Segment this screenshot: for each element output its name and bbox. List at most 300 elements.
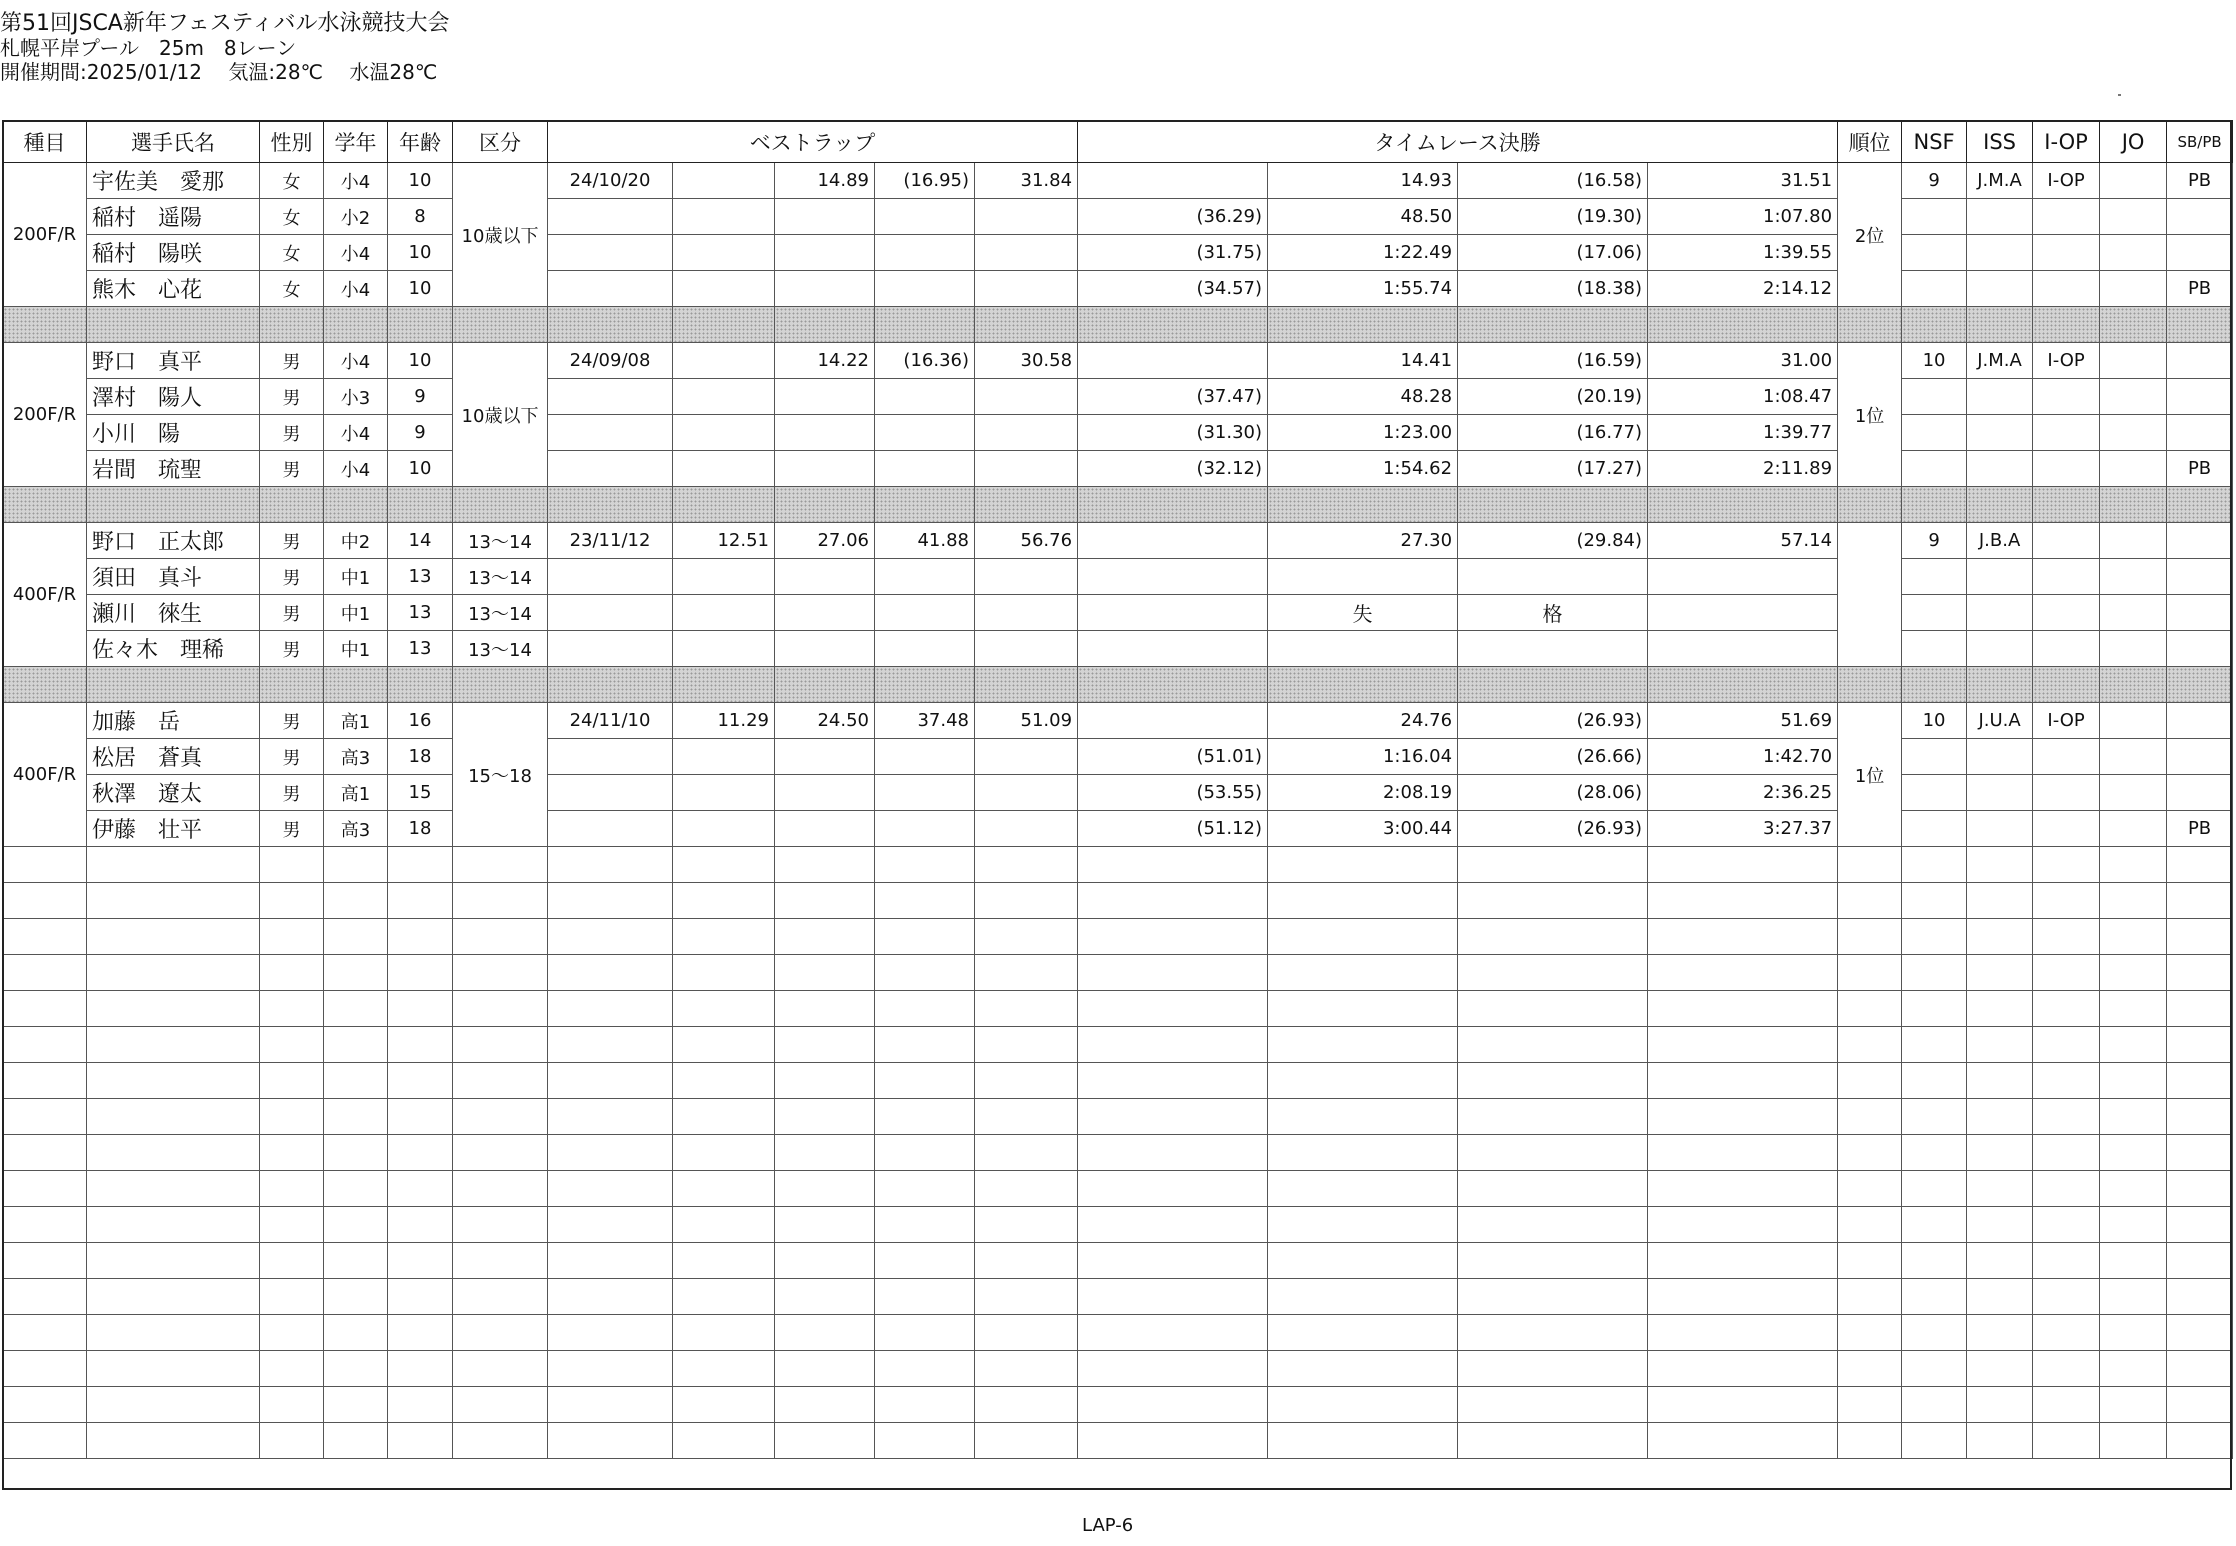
jo-cell <box>2100 559 2167 595</box>
grade-cell: 高1 <box>324 775 388 811</box>
separator-cell <box>1838 307 1902 343</box>
best-lap-cell <box>775 199 875 235</box>
separator-cell <box>875 487 975 523</box>
empty-cell <box>2033 1279 2100 1315</box>
empty-cell <box>1078 1171 1268 1207</box>
empty-cell <box>1967 1315 2033 1351</box>
empty-cell <box>2167 1423 2233 1459</box>
best-lap-cell: (16.36) <box>875 343 975 379</box>
empty-cell <box>2100 1243 2167 1279</box>
empty-cell <box>548 1351 673 1387</box>
empty-cell <box>775 1387 875 1423</box>
best-lap-cell: 24/09/08 <box>548 343 673 379</box>
empty-cell <box>1902 1243 1967 1279</box>
meet-info-line: 開催期間:2025/01/12 気温:28℃ 水温28℃ <box>0 60 438 84</box>
empty-cell <box>875 1351 975 1387</box>
sbpb-cell: PB <box>2167 163 2233 199</box>
iop-cell <box>2033 595 2100 631</box>
iss-cell <box>1967 811 2033 847</box>
empty-cell <box>388 847 453 883</box>
sbpb-cell <box>2167 199 2233 235</box>
empty-cell <box>1967 883 2033 919</box>
empty-cell <box>875 1135 975 1171</box>
empty-cell <box>2033 1135 2100 1171</box>
empty-cell <box>548 1099 673 1135</box>
empty-cell <box>1268 1207 1458 1243</box>
age-cell: 18 <box>388 811 453 847</box>
empty-cell <box>775 883 875 919</box>
best-lap-cell: 14.22 <box>775 343 875 379</box>
best-lap-cell <box>673 379 775 415</box>
empty-cell <box>1078 1027 1268 1063</box>
iop-cell <box>2033 235 2100 271</box>
final-lap-cell: (31.75) <box>1078 235 1268 271</box>
empty-cell <box>3 955 87 991</box>
empty-cell <box>260 919 324 955</box>
nsf-cell <box>1902 739 1967 775</box>
empty-cell <box>975 1207 1078 1243</box>
iss-cell: J.B.A <box>1967 523 2033 559</box>
empty-cell <box>2167 1351 2233 1387</box>
empty-cell <box>2033 919 2100 955</box>
age-cell: 18 <box>388 739 453 775</box>
empty-cell <box>3 1027 87 1063</box>
separator-cell <box>1902 667 1967 703</box>
document-header <box>0 12 450 84</box>
best-lap-cell <box>975 739 1078 775</box>
iss-cell: J.M.A <box>1967 343 2033 379</box>
empty-cell <box>453 1351 548 1387</box>
empty-cell <box>1902 1279 1967 1315</box>
empty-cell <box>1838 919 1902 955</box>
best-lap-cell <box>548 379 673 415</box>
empty-cell <box>2033 1315 2100 1351</box>
separator-cell <box>673 667 775 703</box>
separator-cell <box>2100 487 2167 523</box>
rank-cell: 1位 <box>1838 703 1902 847</box>
empty-cell <box>324 1027 388 1063</box>
empty-cell <box>1838 1171 1902 1207</box>
sex-cell: 女 <box>260 163 324 199</box>
iop-cell <box>2033 631 2100 667</box>
empty-cell <box>975 1423 1078 1459</box>
division-cell: 15～18 <box>453 703 548 847</box>
iss-cell <box>1967 559 2033 595</box>
empty-cell <box>875 1279 975 1315</box>
best-lap-cell <box>975 271 1078 307</box>
empty-cell <box>453 1171 548 1207</box>
empty-cell <box>2033 1063 2100 1099</box>
empty-cell <box>1838 1063 1902 1099</box>
separator-cell <box>388 487 453 523</box>
empty-cell <box>453 1243 548 1279</box>
best-lap-cell <box>775 811 875 847</box>
rank-cell: 2位 <box>1838 163 1902 307</box>
empty-cell <box>260 1135 324 1171</box>
event-cell: 200F/R <box>3 343 87 487</box>
empty-cell <box>260 1099 324 1135</box>
empty-cell <box>673 1279 775 1315</box>
empty-cell <box>2100 1171 2167 1207</box>
empty-cell <box>1078 1279 1268 1315</box>
best-lap-cell <box>673 163 775 199</box>
empty-cell <box>875 1243 975 1279</box>
empty-cell <box>324 1243 388 1279</box>
empty-cell <box>1838 991 1902 1027</box>
best-lap-cell: 41.88 <box>875 523 975 559</box>
empty-cell <box>673 1099 775 1135</box>
final-lap-cell: (16.77) <box>1458 415 1648 451</box>
empty-cell <box>1648 1279 1838 1315</box>
empty-cell <box>1838 1279 1902 1315</box>
jo-cell <box>2100 235 2167 271</box>
jo-cell <box>2100 163 2167 199</box>
best-lap-cell <box>875 379 975 415</box>
separator-cell <box>388 307 453 343</box>
separator-cell <box>548 667 673 703</box>
final-lap-cell <box>1268 631 1458 667</box>
empty-cell <box>1902 1063 1967 1099</box>
empty-cell <box>2167 1063 2233 1099</box>
empty-cell <box>1078 955 1268 991</box>
nsf-cell: 10 <box>1902 703 1967 739</box>
separator-cell <box>673 307 775 343</box>
empty-cell <box>388 1315 453 1351</box>
separator-cell <box>1078 307 1268 343</box>
empty-cell <box>2100 991 2167 1027</box>
best-lap-cell: 11.29 <box>673 703 775 739</box>
empty-cell <box>775 919 875 955</box>
empty-cell <box>1458 1279 1648 1315</box>
empty-row <box>3 1315 2233 1351</box>
nsf-cell <box>1902 451 1967 487</box>
final-lap-cell <box>1078 523 1268 559</box>
best-lap-cell: 37.48 <box>875 703 975 739</box>
best-lap-cell <box>975 415 1078 451</box>
empty-cell <box>1967 1171 2033 1207</box>
empty-row <box>3 955 2233 991</box>
empty-cell <box>2033 1423 2100 1459</box>
best-lap-cell <box>775 595 875 631</box>
event-cell: 200F/R <box>3 163 87 307</box>
division-cell: 10歳以下 <box>453 163 548 307</box>
empty-cell <box>87 991 260 1027</box>
best-lap-cell <box>875 415 975 451</box>
separator-cell <box>975 667 1078 703</box>
empty-cell <box>87 1387 260 1423</box>
empty-cell <box>3 1171 87 1207</box>
empty-cell <box>324 1279 388 1315</box>
empty-cell <box>775 1171 875 1207</box>
separator-cell <box>1967 487 2033 523</box>
nsf-cell <box>1902 559 1967 595</box>
best-lap-cell <box>975 451 1078 487</box>
empty-cell <box>2100 1099 2167 1135</box>
best-lap-cell <box>673 343 775 379</box>
age-cell: 15 <box>388 775 453 811</box>
empty-row <box>3 1243 2233 1279</box>
separator-cell <box>453 487 548 523</box>
empty-cell <box>775 1279 875 1315</box>
empty-cell <box>1838 847 1902 883</box>
iss-cell <box>1967 199 2033 235</box>
empty-cell <box>1967 991 2033 1027</box>
final-lap-cell <box>1458 631 1648 667</box>
best-lap-cell <box>548 559 673 595</box>
empty-row <box>3 1099 2233 1135</box>
empty-cell <box>875 1207 975 1243</box>
final-lap-cell <box>1078 343 1268 379</box>
empty-cell <box>2167 1387 2233 1423</box>
empty-cell <box>2100 1279 2167 1315</box>
empty-cell <box>1648 1063 1838 1099</box>
empty-cell <box>1648 1351 1838 1387</box>
empty-cell <box>548 991 673 1027</box>
nsf-cell: 9 <box>1902 163 1967 199</box>
separator-cell <box>1902 487 1967 523</box>
empty-cell <box>2033 991 2100 1027</box>
empty-cell <box>975 1063 1078 1099</box>
empty-cell <box>2100 1423 2167 1459</box>
final-lap-cell: 1:39.55 <box>1648 235 1838 271</box>
empty-cell <box>388 991 453 1027</box>
sbpb-cell <box>2167 631 2233 667</box>
empty-cell <box>2033 1027 2100 1063</box>
final-lap-cell: 14.41 <box>1268 343 1458 379</box>
empty-cell <box>1458 1315 1648 1351</box>
empty-cell <box>388 1387 453 1423</box>
best-lap-cell <box>875 739 975 775</box>
best-lap-cell <box>548 415 673 451</box>
empty-cell <box>673 1315 775 1351</box>
sex-cell: 男 <box>260 451 324 487</box>
empty-cell <box>453 991 548 1027</box>
empty-cell <box>1458 1207 1648 1243</box>
empty-cell <box>548 1423 673 1459</box>
final-lap-cell: (51.12) <box>1078 811 1268 847</box>
empty-cell <box>1967 1135 2033 1171</box>
separator-row <box>3 667 2233 703</box>
empty-cell <box>875 1027 975 1063</box>
swimmer-name: 岩間 琉聖 <box>87 451 260 487</box>
separator-cell <box>548 487 673 523</box>
grade-cell: 小4 <box>324 451 388 487</box>
empty-cell <box>775 955 875 991</box>
iop-cell <box>2033 451 2100 487</box>
empty-cell <box>2033 1207 2100 1243</box>
empty-cell <box>2167 991 2233 1027</box>
empty-cell <box>1967 919 2033 955</box>
empty-cell <box>453 1315 548 1351</box>
empty-cell <box>975 991 1078 1027</box>
empty-cell <box>87 1207 260 1243</box>
empty-cell <box>453 955 548 991</box>
final-lap-cell: (26.66) <box>1458 739 1648 775</box>
grade-cell: 小4 <box>324 343 388 379</box>
best-lap-cell: 12.51 <box>673 523 775 559</box>
empty-cell <box>388 883 453 919</box>
empty-cell <box>1902 883 1967 919</box>
empty-cell <box>1838 1135 1902 1171</box>
age-cell: 13 <box>388 631 453 667</box>
empty-cell <box>875 847 975 883</box>
best-lap-cell <box>548 199 673 235</box>
empty-cell <box>975 1135 1078 1171</box>
best-lap-cell <box>775 739 875 775</box>
age-cell: 10 <box>388 343 453 379</box>
best-lap-cell <box>548 451 673 487</box>
best-lap-cell <box>548 271 673 307</box>
nsf-cell <box>1902 199 1967 235</box>
age-cell: 10 <box>388 271 453 307</box>
best-lap-cell: 23/11/12 <box>548 523 673 559</box>
best-lap-cell <box>775 235 875 271</box>
empty-cell <box>2100 847 2167 883</box>
empty-cell <box>2167 1099 2233 1135</box>
empty-cell <box>1838 1351 1902 1387</box>
empty-cell <box>1967 1207 2033 1243</box>
empty-row <box>3 1207 2233 1243</box>
iop-cell: I-OP <box>2033 343 2100 379</box>
empty-cell <box>1458 1099 1648 1135</box>
swimmer-name: 須田 真斗 <box>87 559 260 595</box>
empty-cell <box>1078 1243 1268 1279</box>
final-lap-cell: 57.14 <box>1648 523 1838 559</box>
separator-cell <box>87 667 260 703</box>
jo-cell <box>2100 703 2167 739</box>
sex-cell: 女 <box>260 271 324 307</box>
sbpb-cell <box>2167 379 2233 415</box>
swimmer-name: 瀬川 徠生 <box>87 595 260 631</box>
empty-cell <box>87 1423 260 1459</box>
swimmer-name: 野口 正太郎 <box>87 523 260 559</box>
empty-cell <box>1458 1387 1648 1423</box>
empty-cell <box>975 919 1078 955</box>
empty-cell <box>2033 1243 2100 1279</box>
final-lap-cell: (31.30) <box>1078 415 1268 451</box>
swimmer-name: 稲村 陽咲 <box>87 235 260 271</box>
grade-cell: 小4 <box>324 271 388 307</box>
empty-cell <box>1967 1243 2033 1279</box>
separator-cell <box>453 667 548 703</box>
empty-cell <box>3 1135 87 1171</box>
division-cell: 10歳以下 <box>453 343 548 487</box>
empty-cell <box>875 1099 975 1135</box>
best-lap-cell <box>548 739 673 775</box>
grade-cell: 中1 <box>324 595 388 631</box>
empty-cell <box>2033 1351 2100 1387</box>
empty-cell <box>1648 991 1838 1027</box>
header-final: タイムレース決勝 <box>1078 121 1838 163</box>
empty-cell <box>1458 883 1648 919</box>
empty-cell <box>548 919 673 955</box>
jo-cell <box>2100 199 2167 235</box>
empty-row <box>3 1171 2233 1207</box>
sbpb-cell <box>2167 595 2233 631</box>
empty-row <box>3 847 2233 883</box>
best-lap-cell <box>775 379 875 415</box>
best-lap-cell: 56.76 <box>975 523 1078 559</box>
age-cell: 16 <box>388 703 453 739</box>
empty-cell <box>1967 1387 2033 1423</box>
final-lap-cell: 1:54.62 <box>1268 451 1458 487</box>
division-cell: 13～14 <box>453 595 548 631</box>
sex-cell: 男 <box>260 523 324 559</box>
grade-cell: 小3 <box>324 379 388 415</box>
jo-cell <box>2100 739 2167 775</box>
empty-cell <box>324 1063 388 1099</box>
empty-cell <box>1078 1135 1268 1171</box>
sex-cell: 男 <box>260 595 324 631</box>
best-lap-cell <box>673 415 775 451</box>
empty-cell <box>388 1063 453 1099</box>
empty-cell <box>1458 1171 1648 1207</box>
division-cell: 13～14 <box>453 523 548 559</box>
final-lap-cell: (18.38) <box>1458 271 1648 307</box>
empty-row <box>3 1387 2233 1423</box>
empty-cell <box>1648 883 1838 919</box>
empty-cell <box>3 847 87 883</box>
header-sex: 性別 <box>260 121 324 163</box>
sex-cell: 男 <box>260 559 324 595</box>
sbpb-cell: PB <box>2167 811 2233 847</box>
iss-cell <box>1967 775 2033 811</box>
empty-cell <box>775 1063 875 1099</box>
nsf-cell <box>1902 631 1967 667</box>
empty-cell <box>453 847 548 883</box>
empty-cell <box>1967 1063 2033 1099</box>
header-iss: ISS <box>1967 121 2033 163</box>
empty-cell <box>1838 1099 1902 1135</box>
separator-cell <box>1902 307 1967 343</box>
iop-cell <box>2033 811 2100 847</box>
final-lap-cell: 24.76 <box>1268 703 1458 739</box>
separator-cell <box>324 487 388 523</box>
iss-cell: J.M.A <box>1967 163 2033 199</box>
empty-row <box>3 1027 2233 1063</box>
empty-cell <box>260 1207 324 1243</box>
nsf-cell <box>1902 415 1967 451</box>
empty-cell <box>1268 991 1458 1027</box>
empty-cell <box>548 1135 673 1171</box>
empty-cell <box>2167 919 2233 955</box>
empty-cell <box>875 1171 975 1207</box>
empty-cell <box>975 1099 1078 1135</box>
empty-cell <box>1967 955 2033 991</box>
empty-cell <box>1902 1099 1967 1135</box>
sex-cell: 男 <box>260 343 324 379</box>
empty-cell <box>1268 1279 1458 1315</box>
iop-cell: I-OP <box>2033 163 2100 199</box>
best-lap-cell <box>775 271 875 307</box>
swimmer-name: 稲村 遥陽 <box>87 199 260 235</box>
iop-cell <box>2033 775 2100 811</box>
best-lap-cell <box>673 811 775 847</box>
empty-row <box>3 883 2233 919</box>
empty-cell <box>1838 955 1902 991</box>
empty-cell <box>2100 883 2167 919</box>
empty-cell <box>453 1279 548 1315</box>
final-lap-cell: 51.69 <box>1648 703 1838 739</box>
jo-cell <box>2100 811 2167 847</box>
empty-row <box>3 1063 2233 1099</box>
empty-cell <box>260 1027 324 1063</box>
empty-cell <box>1458 1351 1648 1387</box>
empty-cell <box>3 1207 87 1243</box>
best-lap-cell <box>975 631 1078 667</box>
empty-cell <box>1902 1135 1967 1171</box>
swimmer-name: 佐々木 理稀 <box>87 631 260 667</box>
